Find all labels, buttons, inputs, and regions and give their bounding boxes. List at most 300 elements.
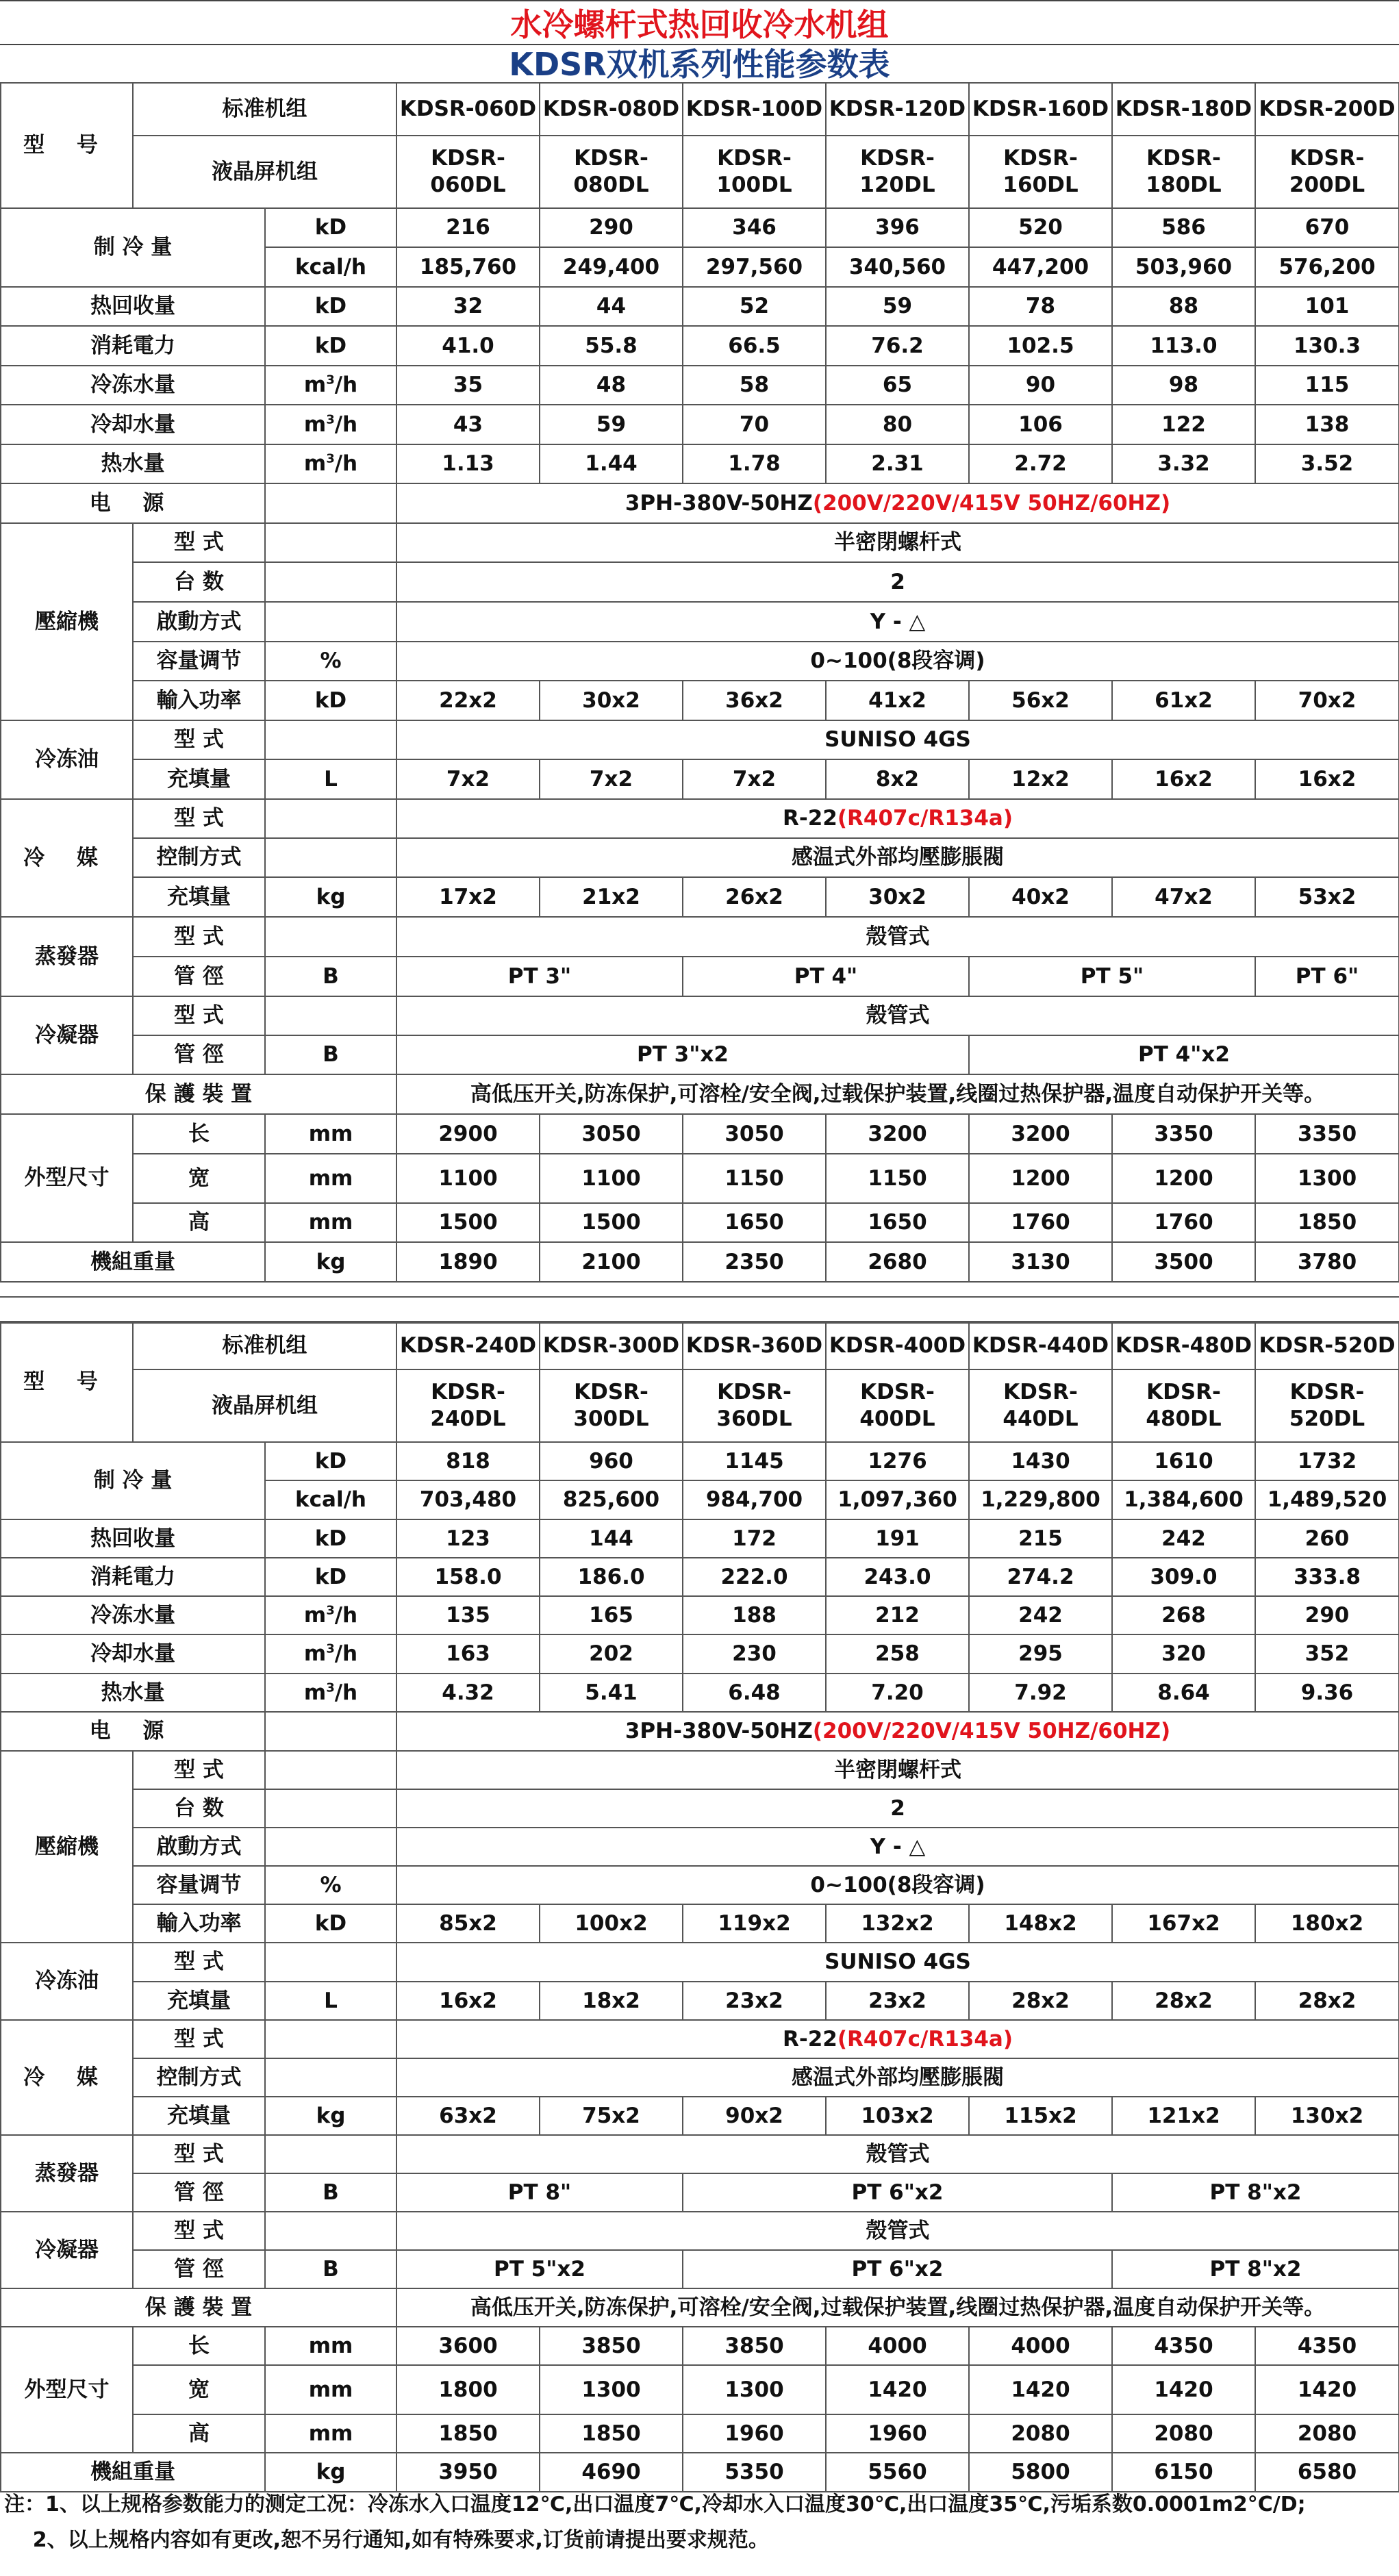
- empty-unit: [265, 2212, 396, 2250]
- empty-unit: [265, 917, 396, 957]
- hot_water-cell: 4.32: [396, 1674, 540, 1712]
- height-label: 高: [133, 1203, 265, 1242]
- empty-unit: [265, 1943, 396, 1982]
- ref-charge-cell: 26x2: [683, 877, 826, 917]
- unit-m3h-base: m: [303, 1602, 327, 1628]
- power-supply-value: [396, 483, 1399, 523]
- oil-label: 冷冻油: [1, 720, 133, 799]
- unit-kg: kg: [265, 1242, 396, 1282]
- height-cell: 1850: [396, 2414, 540, 2453]
- cooling_water-cell: 59: [540, 405, 683, 444]
- power_consumption-cell: 130.3: [1255, 326, 1399, 366]
- ref-charge-cell: 63x2: [396, 2097, 540, 2135]
- ref-type-value: [396, 2020, 1399, 2058]
- input-power-cell: 132x2: [826, 1904, 969, 1943]
- footnote-2: 2、以上规格内容如有更改,恕不另行通知,如有特殊要求,订货前请提出要求规范。: [4, 2528, 769, 2552]
- input-power-cell: 119x2: [683, 1904, 826, 1943]
- hot_water-cell: 2.31: [826, 444, 969, 483]
- oil-charge-cell: 16x2: [1255, 759, 1399, 799]
- ref-charge-label: 充填量: [133, 2097, 265, 2135]
- refrigerant-red: (R407c/R134a): [837, 806, 1013, 831]
- table-row: [1, 2020, 1399, 2058]
- model-std-cell: KDSR-300D: [540, 1322, 683, 1369]
- evap-pipe-cell: PT 6": [1255, 957, 1399, 996]
- empty-unit: [265, 2020, 396, 2058]
- input-power-label: 輸入功率: [133, 1904, 265, 1943]
- unit-kd: kD: [265, 681, 396, 720]
- height-cell: 1960: [826, 2414, 969, 2453]
- empty-unit: [265, 1712, 396, 1751]
- table-row: [1, 2212, 1399, 2250]
- heat_recovery-cell: 215: [969, 1519, 1112, 1558]
- unit-liter: L: [265, 1982, 396, 2020]
- unit-b: B: [265, 1035, 396, 1074]
- table-separator: [0, 1296, 1399, 1324]
- cond-type-label: 型 式: [133, 2212, 265, 2250]
- chilled_water-label: 冷冻水量: [1, 366, 265, 405]
- table-row: [1, 642, 1399, 681]
- evap-pipe-cell: PT 8": [396, 2173, 683, 2212]
- refrigerant-main: R-22: [782, 2026, 837, 2051]
- evap-pipe-label: 管 徑: [133, 957, 265, 996]
- cooling-kcal-cell: 984,700: [683, 1480, 826, 1519]
- cooling_water-cell: 230: [683, 1634, 826, 1674]
- chilled_water-cell: 135: [396, 1596, 540, 1634]
- unit-m3h-base: m: [303, 372, 327, 398]
- comp-start-label: 啟動方式: [133, 602, 265, 642]
- length-cell: 3350: [1112, 1114, 1255, 1154]
- unit-mm: mm: [265, 2327, 396, 2365]
- model-std-cell: KDSR-480D: [1112, 1322, 1255, 1369]
- ref-charge-cell: 30x2: [826, 877, 969, 917]
- width-cell: 1300: [683, 2365, 826, 2414]
- cooling-kcal-cell: 1,489,520: [1255, 1480, 1399, 1519]
- cooling_water-cell: 122: [1112, 405, 1255, 444]
- model-std-cell: KDSR-120D: [826, 83, 969, 136]
- capacity-ctrl-label: 容量调节: [133, 1866, 265, 1904]
- hot_water-label: 热水量: [1, 1674, 265, 1712]
- lcd-label: 液晶屏机组: [133, 136, 396, 208]
- capacity-ctrl-label: 容量调节: [133, 642, 265, 681]
- length-label: 长: [133, 2327, 265, 2365]
- height-cell: 1850: [1255, 1203, 1399, 1242]
- empty-unit: [265, 838, 396, 877]
- width-cell: 1420: [1255, 2365, 1399, 2414]
- chilled_water-cell: 35: [396, 366, 540, 405]
- table-row: [1, 2058, 1399, 2097]
- table-row: [1, 681, 1399, 720]
- unit-kd: kD: [265, 1558, 396, 1596]
- empty-unit: [265, 996, 396, 1035]
- ref-charge-cell: 53x2: [1255, 877, 1399, 917]
- comp-start-value: Y - △: [396, 602, 1399, 642]
- ref-charge-cell: 17x2: [396, 877, 540, 917]
- width-cell: 1200: [1112, 1154, 1255, 1203]
- cooling-kcal-cell: 447,200: [969, 247, 1112, 287]
- heat_recovery-cell: 101: [1255, 287, 1399, 326]
- unit-m3h-sup: 3: [326, 1603, 335, 1618]
- model-lcd-cell: KDSR-100DL: [683, 136, 826, 208]
- table-row: [1, 877, 1399, 917]
- unit-kd: kD: [265, 1519, 396, 1558]
- power_consumption-cell: 333.8: [1255, 1558, 1399, 1596]
- unit-b: B: [265, 2250, 396, 2288]
- unit-kd: kD: [265, 326, 396, 366]
- comp-type-label: 型 式: [133, 523, 265, 562]
- cooling-kcal-cell: 1,384,600: [1112, 1480, 1255, 1519]
- oil-charge-cell: 28x2: [1255, 1982, 1399, 2020]
- unit-m3h-sup: 3: [326, 1680, 335, 1695]
- length-cell: 4000: [826, 2327, 969, 2365]
- oil-type-label: 型 式: [133, 1943, 265, 1982]
- cooling-kcal-cell: 1,229,800: [969, 1480, 1112, 1519]
- cooling-kd-cell: 818: [396, 1442, 540, 1480]
- hot_water-cell: 9.36: [1255, 1674, 1399, 1712]
- height-cell: 2080: [1255, 2414, 1399, 2453]
- power-supply-value: [396, 1712, 1399, 1751]
- unit-kg: kg: [265, 2453, 396, 2492]
- cooling_water-cell: 163: [396, 1634, 540, 1674]
- heat_recovery-cell: 52: [683, 287, 826, 326]
- unit-m3h: [265, 1674, 396, 1712]
- protection-value: 高低压开关,防冻保护,可溶栓/安全阀,过载保护装置,线圈过热保护器,温度自动保护开关等。: [396, 2288, 1399, 2327]
- input-power-cell: 167x2: [1112, 1904, 1255, 1943]
- weight-cell: 3130: [969, 1242, 1112, 1282]
- hot_water-cell: 7.92: [969, 1674, 1112, 1712]
- model-lcd-cell: KDSR-400DL: [826, 1369, 969, 1442]
- weight-cell: 2100: [540, 1242, 683, 1282]
- table-row: [1, 2365, 1399, 2414]
- table-row: [1, 957, 1399, 996]
- oil-type-label: 型 式: [133, 720, 265, 759]
- table-row: [1, 483, 1399, 523]
- ref-type-label: 型 式: [133, 2020, 265, 2058]
- evap-pipe-cell: PT 6"x2: [683, 2173, 1112, 2212]
- condenser-label: 冷凝器: [1, 996, 133, 1074]
- table-row: [1, 366, 1399, 405]
- length-cell: 3050: [540, 1114, 683, 1154]
- power_consumption-cell: 55.8: [540, 326, 683, 366]
- length-cell: 4350: [1112, 2327, 1255, 2365]
- model-lcd-cell: KDSR-300DL: [540, 1369, 683, 1442]
- empty-unit: [265, 2058, 396, 2097]
- table-row: [1, 2288, 1399, 2327]
- weight-cell: 5350: [683, 2453, 826, 2492]
- table-row: [1, 2250, 1399, 2288]
- comp-type-value: 半密閉螺杆式: [396, 1751, 1399, 1789]
- input-power-label: 輸入功率: [133, 681, 265, 720]
- unit-kd: kD: [265, 1904, 396, 1943]
- table-row: [1, 1789, 1399, 1828]
- model-label: 型 号: [1, 83, 133, 208]
- table-row: [1, 1866, 1399, 1904]
- model-std-cell: KDSR-440D: [969, 1322, 1112, 1369]
- compressor-label: 壓縮機: [1, 523, 133, 720]
- width-cell: 1420: [1112, 2365, 1255, 2414]
- unit-liter: L: [265, 759, 396, 799]
- unit-m3h: [265, 1596, 396, 1634]
- power_consumption-label: 消耗電力: [1, 1558, 265, 1596]
- weight-cell: 3780: [1255, 1242, 1399, 1282]
- cond-pipe-cell: PT 5"x2: [396, 2250, 683, 2288]
- table-row: [1, 1369, 1399, 1442]
- power_consumption-cell: 102.5: [969, 326, 1112, 366]
- oil-charge-cell: 12x2: [969, 759, 1112, 799]
- cooling-kd-cell: 1145: [683, 1442, 826, 1480]
- unit-m3h: [265, 366, 396, 405]
- evaporator-label: 蒸發器: [1, 2135, 133, 2212]
- weight-cell: 6580: [1255, 2453, 1399, 2492]
- unit-percent: %: [265, 1866, 396, 1904]
- oil-charge-label: 充填量: [133, 1982, 265, 2020]
- unit-m3h-sup: 3: [326, 412, 335, 427]
- model-std-cell: KDSR-240D: [396, 1322, 540, 1369]
- hot_water-cell: 1.44: [540, 444, 683, 483]
- cooling_water-cell: 202: [540, 1634, 683, 1674]
- input-power-cell: 85x2: [396, 1904, 540, 1943]
- table-row: [1, 1519, 1399, 1558]
- unit-m3h-base: m: [303, 1680, 327, 1705]
- table-row: [1, 1634, 1399, 1674]
- width-label: 宽: [133, 2365, 265, 2414]
- table-row: [1, 405, 1399, 444]
- length-cell: 3050: [683, 1114, 826, 1154]
- table-row: [1, 1242, 1399, 1282]
- power_consumption-cell: 274.2: [969, 1558, 1112, 1596]
- model-std-cell: KDSR-180D: [1112, 83, 1255, 136]
- width-cell: 1150: [826, 1154, 969, 1203]
- evap-type-label: 型 式: [133, 917, 265, 957]
- comp-qty-label: 台 数: [133, 562, 265, 602]
- cooling_water-cell: 70: [683, 405, 826, 444]
- table-row: [1, 2097, 1399, 2135]
- table-row: [1, 1203, 1399, 1242]
- length-cell: 3850: [683, 2327, 826, 2365]
- height-cell: 1960: [683, 2414, 826, 2453]
- oil-type-value: SUNISO 4GS: [396, 720, 1399, 759]
- unit-m3h: [265, 1634, 396, 1674]
- ref-charge-cell: 75x2: [540, 2097, 683, 2135]
- oil-type-value: SUNISO 4GS: [396, 1943, 1399, 1982]
- chilled_water-cell: 48: [540, 366, 683, 405]
- length-cell: 2900: [396, 1114, 540, 1154]
- table-row: [1, 208, 1399, 247]
- width-cell: 1420: [826, 2365, 969, 2414]
- heat_recovery-cell: 172: [683, 1519, 826, 1558]
- model-lcd-cell: KDSR-200DL: [1255, 136, 1399, 208]
- power-supply-main: 3PH-380V-50HZ: [625, 490, 813, 516]
- weight-cell: 2680: [826, 1242, 969, 1282]
- table-row: [1, 2135, 1399, 2173]
- table-row: [1, 602, 1399, 642]
- unit-m3h-tail: /h: [334, 412, 358, 437]
- model-std-cell: KDSR-160D: [969, 83, 1112, 136]
- evap-type-value: 殼管式: [396, 2135, 1399, 2173]
- ref-charge-cell: 115x2: [969, 2097, 1112, 2135]
- chilled_water-cell: 165: [540, 1596, 683, 1634]
- comp-qty-value: 2: [396, 562, 1399, 602]
- compressor-label: 壓縮機: [1, 1751, 133, 1943]
- cooling-kd-cell: 396: [826, 208, 969, 247]
- table-row: [1, 1442, 1399, 1480]
- cooling-kcal-cell: 185,760: [396, 247, 540, 287]
- unit-m3h-tail: /h: [334, 451, 358, 477]
- table-row: [1, 2327, 1399, 2365]
- unit-mm: mm: [265, 1114, 396, 1154]
- unit-b: B: [265, 957, 396, 996]
- table-row: [1, 1982, 1399, 2020]
- chilled_water-cell: 212: [826, 1596, 969, 1634]
- cooling_water-cell: 352: [1255, 1634, 1399, 1674]
- input-power-cell: 36x2: [683, 681, 826, 720]
- input-power-cell: 100x2: [540, 1904, 683, 1943]
- control-label: 控制方式: [133, 838, 265, 877]
- heat_recovery-cell: 78: [969, 287, 1112, 326]
- model-std-cell: KDSR-360D: [683, 1322, 826, 1369]
- table-row: [1, 83, 1399, 136]
- weight-cell: 3500: [1112, 1242, 1255, 1282]
- heat_recovery-label: 热回收量: [1, 287, 265, 326]
- table-row: [1, 1596, 1399, 1634]
- spec-table-2: [0, 1321, 1399, 2492]
- power-supply-label: 电 源: [1, 1712, 265, 1751]
- unit-percent: %: [265, 642, 396, 681]
- table-row: [1, 1828, 1399, 1866]
- power_consumption-cell: 243.0: [826, 1558, 969, 1596]
- width-cell: 1300: [540, 2365, 683, 2414]
- height-cell: 1760: [1112, 1203, 1255, 1242]
- hot_water-label: 热水量: [1, 444, 265, 483]
- model-lcd-cell: KDSR-360DL: [683, 1369, 826, 1442]
- power-supply-label: 电 源: [1, 483, 265, 523]
- length-cell: 3200: [969, 1114, 1112, 1154]
- model-std-cell: KDSR-080D: [540, 83, 683, 136]
- height-cell: 1500: [396, 1203, 540, 1242]
- comp-qty-value: 2: [396, 1789, 1399, 1828]
- input-power-cell: 56x2: [969, 681, 1112, 720]
- height-cell: 1850: [540, 2414, 683, 2453]
- cooling-kd-cell: 586: [1112, 208, 1255, 247]
- hot_water-cell: 6.48: [683, 1674, 826, 1712]
- table-row: [1, 759, 1399, 799]
- table-row: [1, 720, 1399, 759]
- input-power-cell: 41x2: [826, 681, 969, 720]
- cooling-kd-cell: 1610: [1112, 1442, 1255, 1480]
- unit-mm: mm: [265, 2365, 396, 2414]
- unit-kg: kg: [265, 877, 396, 917]
- evap-type-value: 殼管式: [396, 917, 1399, 957]
- table-row: [1, 1074, 1399, 1114]
- standard-label: 标准机组: [133, 83, 396, 136]
- control-value: 感温式外部均壓膨脹閥: [396, 838, 1399, 877]
- table-row: [1, 1751, 1399, 1789]
- table-row: [1, 1154, 1399, 1203]
- width-label: 宽: [133, 1154, 265, 1203]
- oil-charge-cell: 7x2: [683, 759, 826, 799]
- standard-label: 标准机组: [133, 1322, 396, 1369]
- cooling_water-cell: 43: [396, 405, 540, 444]
- chilled_water-cell: 90: [969, 366, 1112, 405]
- oil-charge-cell: 16x2: [396, 1982, 540, 2020]
- oil-charge-cell: 28x2: [1112, 1982, 1255, 2020]
- model-std-cell: KDSR-100D: [683, 83, 826, 136]
- weight-label: 機組重量: [1, 2453, 265, 2492]
- hot_water-cell: 3.52: [1255, 444, 1399, 483]
- chilled_water-cell: 188: [683, 1596, 826, 1634]
- capacity-ctrl-value: 0~100(8段容调): [396, 1866, 1399, 1904]
- table-row: [1, 996, 1399, 1035]
- empty-unit: [265, 799, 396, 838]
- weight-cell: 3950: [396, 2453, 540, 2492]
- cond-pipe-label: 管 徑: [133, 1035, 265, 1074]
- table-row: [1, 2173, 1399, 2212]
- oil-charge-cell: 23x2: [826, 1982, 969, 2020]
- unit-m3h-tail: /h: [334, 1641, 358, 1667]
- cooling-kd-cell: 346: [683, 208, 826, 247]
- evap-pipe-label: 管 徑: [133, 2173, 265, 2212]
- protection-label: 保 護 裝 置: [1, 1074, 396, 1114]
- length-cell: 4000: [969, 2327, 1112, 2365]
- model-lcd-cell: KDSR-480DL: [1112, 1369, 1255, 1442]
- oil-charge-cell: 28x2: [969, 1982, 1112, 2020]
- oil-charge-cell: 7x2: [396, 759, 540, 799]
- model-lcd-cell: KDSR-440DL: [969, 1369, 1112, 1442]
- chilled_water-cell: 242: [969, 1596, 1112, 1634]
- width-cell: 1800: [396, 2365, 540, 2414]
- power_consumption-cell: 158.0: [396, 1558, 540, 1596]
- table-row: [1, 1674, 1399, 1712]
- width-cell: 1300: [1255, 1154, 1399, 1203]
- cooling-kd-cell: 1732: [1255, 1442, 1399, 1480]
- height-cell: 1760: [969, 1203, 1112, 1242]
- model-std-cell: KDSR-200D: [1255, 83, 1399, 136]
- power-supply-red: (200V/220V/415V 50HZ/60HZ): [812, 490, 1171, 516]
- cooling-kcal-cell: 503,960: [1112, 247, 1255, 287]
- cooling_water-cell: 138: [1255, 405, 1399, 444]
- table-row: [1, 799, 1399, 838]
- oil-label: 冷冻油: [1, 1943, 133, 2020]
- empty-unit: [265, 720, 396, 759]
- cond-pipe-cell: PT 4"x2: [969, 1035, 1399, 1074]
- length-cell: 3850: [540, 2327, 683, 2365]
- power_consumption-cell: 222.0: [683, 1558, 826, 1596]
- spec-table-1: [0, 82, 1399, 1283]
- protection-label: 保 護 裝 置: [1, 2288, 396, 2327]
- hot_water-cell: 1.78: [683, 444, 826, 483]
- hot_water-cell: 5.41: [540, 1674, 683, 1712]
- table-row: [1, 1114, 1399, 1154]
- table-row: [1, 2414, 1399, 2453]
- heat_recovery-cell: 123: [396, 1519, 540, 1558]
- condenser-label: 冷凝器: [1, 2212, 133, 2288]
- hot_water-cell: 3.32: [1112, 444, 1255, 483]
- dimensions-label: 外型尺寸: [1, 1114, 133, 1242]
- ref-type-label: 型 式: [133, 799, 265, 838]
- model-label: 型 号: [1, 1322, 133, 1442]
- length-cell: 3600: [396, 2327, 540, 2365]
- input-power-cell: 30x2: [540, 681, 683, 720]
- empty-unit: [265, 1751, 396, 1789]
- cooling_water-cell: 106: [969, 405, 1112, 444]
- cooling_water-cell: 80: [826, 405, 969, 444]
- empty-unit: [265, 483, 396, 523]
- height-cell: 1650: [683, 1203, 826, 1242]
- model-lcd-cell: KDSR-060DL: [396, 136, 540, 208]
- table-row: [1, 838, 1399, 877]
- table-row: [1, 326, 1399, 366]
- table-row: [1, 1943, 1399, 1982]
- comp-start-value: Y - △: [396, 1828, 1399, 1866]
